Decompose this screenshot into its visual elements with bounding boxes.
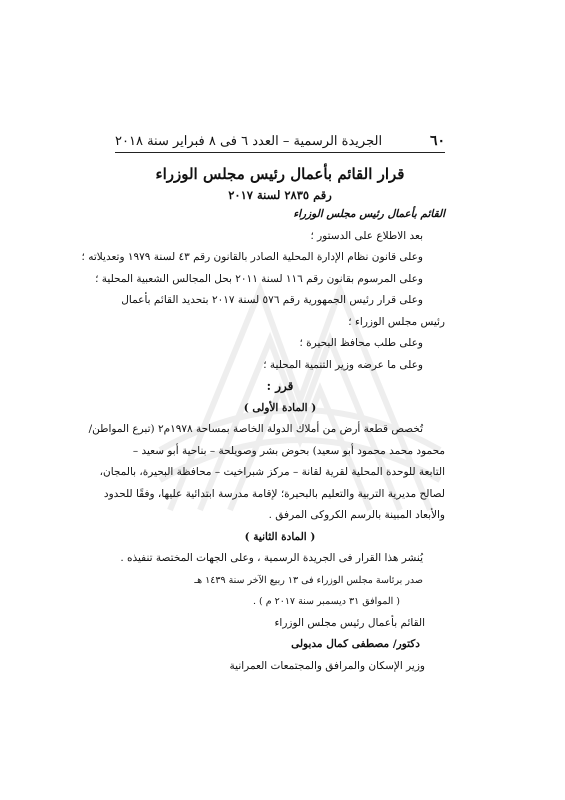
article-1-line: تُخصص قطعة أرض من أملاك الدولة الخاصة بمساحة ١٩٧٨م٢ (تبرع المواطن/ <box>88 423 423 435</box>
preamble-line: وعلى قرار رئيس الجمهورية رقم ٥٧٦ لسنة ٢٠١٧ بتحديد القائم بأعمال <box>121 294 423 306</box>
decree-title: قرار القائم بأعمال رئيس مجلس الوزراء <box>155 165 405 183</box>
preamble-line: بعد الاطلاع على الدستور ؛ <box>310 229 423 242</box>
article-1-line: لصالح مديرية التربية والتعليم بالبحيرة؛ لإقامة مدرسة ابتدائية عليها، وفقًا للحدود <box>103 487 445 500</box>
article-1-line: التابعة للوحدة المحلية لقرية لقانة – مركز شبراخيت – محافظة البحيرة، بالمجان، <box>99 466 445 478</box>
preamble-line: وعلى ما عرضه وزير التنمية المحلية ؛ <box>263 358 423 371</box>
corresponding-date: ( الموافق ٣١ ديسمبر سنة ٢٠١٧ م ) . <box>252 596 400 607</box>
page-number: ٦٠ <box>429 133 445 149</box>
article-2-text: يُنشر هذا القرار فى الجريدة الرسمية ، وعلى الجهات المختصة تنفيذه . <box>120 552 423 564</box>
signature-position: وزير الإسكان والمرافق والمجتمعات العمرانية <box>229 659 425 672</box>
issued-date: صدر برئاسة مجلس الوزراء فى ١٣ ربيع الآخر سنة ١٤٣٩ هـ <box>194 574 423 586</box>
preamble-line: وعلى المرسوم بقانون رقم ١١٦ لسنة ٢٠١١ بحل المجالس الشعبية المحلية ؛ <box>95 272 423 285</box>
decree-word: قرر : <box>266 379 294 393</box>
article-1-line: محمود محمد محمود أبو سعيد) بحوض بشر وصويلحة – بناحية أبو سعيد – <box>132 444 445 457</box>
page-header <box>115 130 445 153</box>
article-1-line: والأبعاد المبينة بالرسم الكروكى المرفق . <box>268 509 445 521</box>
issuer-line: القائم بأعمال رئيس مجلس الوزراء <box>293 208 445 220</box>
decree-number: رقم ٢٨٣٥ لسنة ٢٠١٧ <box>228 188 332 202</box>
preamble-line: وعلى طلب محافظ البحيرة ؛ <box>299 337 423 349</box>
signature-role: القائم بأعمال رئيس مجلس الوزراء <box>274 616 425 629</box>
preamble-line: رئيس مجلس الوزراء ؛ <box>348 315 445 328</box>
article-1-heading: ( المادة الأولى ) <box>243 401 317 414</box>
article-2-heading: ( المادة الثانية ) <box>244 530 316 543</box>
preamble-line: وعلى قانون نظام الإدارة المحلية الصادر بالقانون رقم ٤٣ لسنة ١٩٧٩ وتعديلاته ؛ <box>81 251 423 263</box>
decree-body <box>81 162 445 677</box>
signature-name: دكتور/ مصطفى كمال مدبولى <box>291 638 420 650</box>
gazette-issue-line: الجريدة الرسمية – العدد ٦ فى ٨ فبراير سنة ٢٠١٨ <box>115 133 383 149</box>
